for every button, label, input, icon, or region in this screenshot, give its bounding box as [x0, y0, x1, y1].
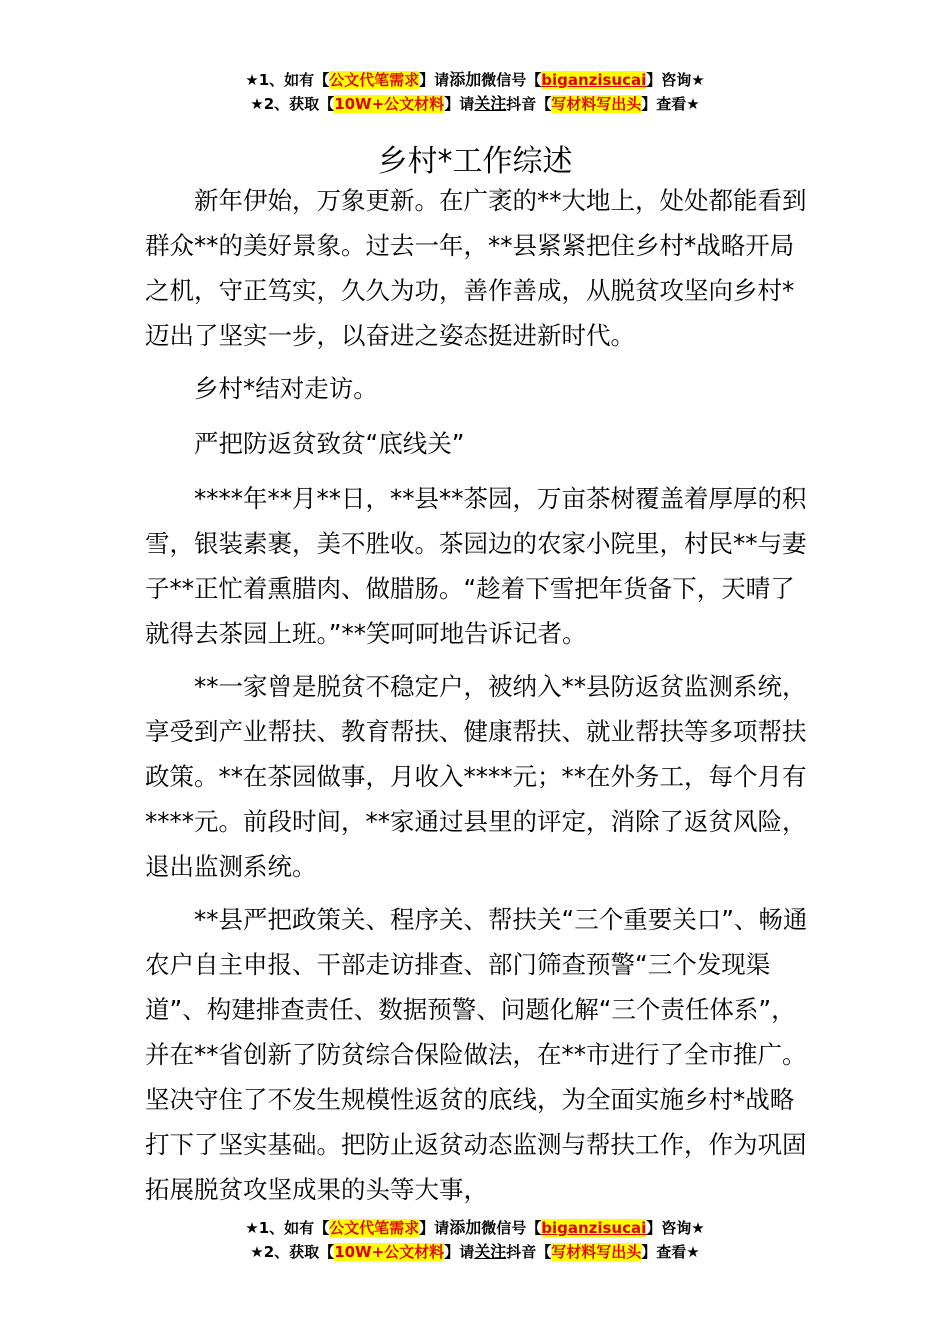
banner-text: ★1、如有【 [245, 1219, 330, 1237]
banner-highlight: 公文代笔需求 [329, 71, 420, 89]
banner-highlight: biganzisucai [541, 71, 647, 89]
banner-highlight: biganzisucai [541, 1219, 647, 1237]
banner-text: 抖音【 [506, 95, 552, 113]
banner-line-1 [0, 1216, 950, 1240]
banner-text: 】查看★ [641, 95, 700, 113]
paragraph: 乡村*结对走访。 [194, 374, 378, 403]
banner-line-1 [0, 68, 950, 92]
banner-emphasis: 关注 [474, 94, 507, 113]
banner-text: 】请 [444, 1243, 475, 1261]
banner-line-2 [0, 1240, 950, 1264]
banner-text: 】请 [419, 1219, 450, 1237]
banner-text: 】请 [444, 95, 475, 113]
banner-highlight: 写材料写出头 [551, 95, 642, 113]
banner-text: 】查看★ [641, 1243, 700, 1261]
banner-emphasis: 添加 [449, 1218, 482, 1237]
paragraph: 新年伊始，万象更新。在广袤的**大地上，处处都能看到群众**的美好景象。过去一年，**县紧紧把住乡村*战略开局之机，守正笃实，久久为功，善作善成，从脱贫攻坚向乡村*迈出了坚实一步，以奋进之姿态挺进新时代。 [145, 186, 807, 350]
banner-text: 】咨询★ [646, 71, 705, 89]
banner-line-2 [0, 92, 950, 116]
header-banner [0, 68, 950, 116]
banner-emphasis: 关注 [474, 1242, 507, 1261]
banner-highlight: 公文代笔需求 [329, 1219, 420, 1237]
paragraph: **一家曾是脱贫不稳定户，被纳入**县防返贫监测系统，享受到产业帮扶、教育帮扶、健康帮扶、就业帮扶等多项帮扶政策。**在茶园做事，月收入****元；**在外务工，每个月有****元。前段时间，**家通过县里的评定，消除了返贫风险，退出监测系统。 [145, 672, 807, 881]
banner-text: 抖音【 [506, 1243, 552, 1261]
banner-text: 】请 [419, 71, 450, 89]
banner-highlight: 写材料写出头 [551, 1243, 642, 1261]
banner-text: ★2、获取【 [250, 1243, 335, 1261]
paragraph: **县严把政策关、程序关、帮扶关“三个重要关口”、畅通农户自主申报、干部走访排查、部门筛查预警“三个发现渠道”、构建排查责任、数据预警、问题化解“三个责任体系”，并在**省创新了防贫综合保险做法，在**市进行了全市推广。坚决守住了不发生规模性返贫的底线，为全面实施乡村*战略打下了坚实基础。把防止返贫动态监测与帮扶工作，作为巩固拓展脱贫攻坚成果的头等大事， [145, 905, 808, 1204]
footer-banner [0, 1216, 950, 1264]
banner-text: 微信号【 [481, 1219, 542, 1237]
paragraph: ****年**月**日，**县**茶园，万亩茶树覆盖着厚厚的积雪，银装素裹，美不胜收。茶园边的农家小院里，村民**与妻子**正忙着熏腊肉、做腊肠。“趁着下雪把年货备下，天晴了就得去茶园上班。”**笑呵呵地告诉记者。 [145, 484, 807, 648]
banner-text: ★1、如有【 [245, 71, 330, 89]
banner-highlight: 10W+公文材料 [334, 1243, 445, 1261]
document-body [145, 178, 815, 1220]
banner-highlight: 10W+公文材料 [334, 95, 445, 113]
banner-text: 】咨询★ [646, 1219, 705, 1237]
banner-emphasis: 添加 [449, 70, 482, 89]
section-heading: 严把防返贫致贫“底线关” [194, 429, 465, 458]
banner-text: 微信号【 [481, 71, 542, 89]
banner-text: ★2、获取【 [250, 95, 335, 113]
document-title: 乡村*工作综述 [377, 144, 573, 180]
